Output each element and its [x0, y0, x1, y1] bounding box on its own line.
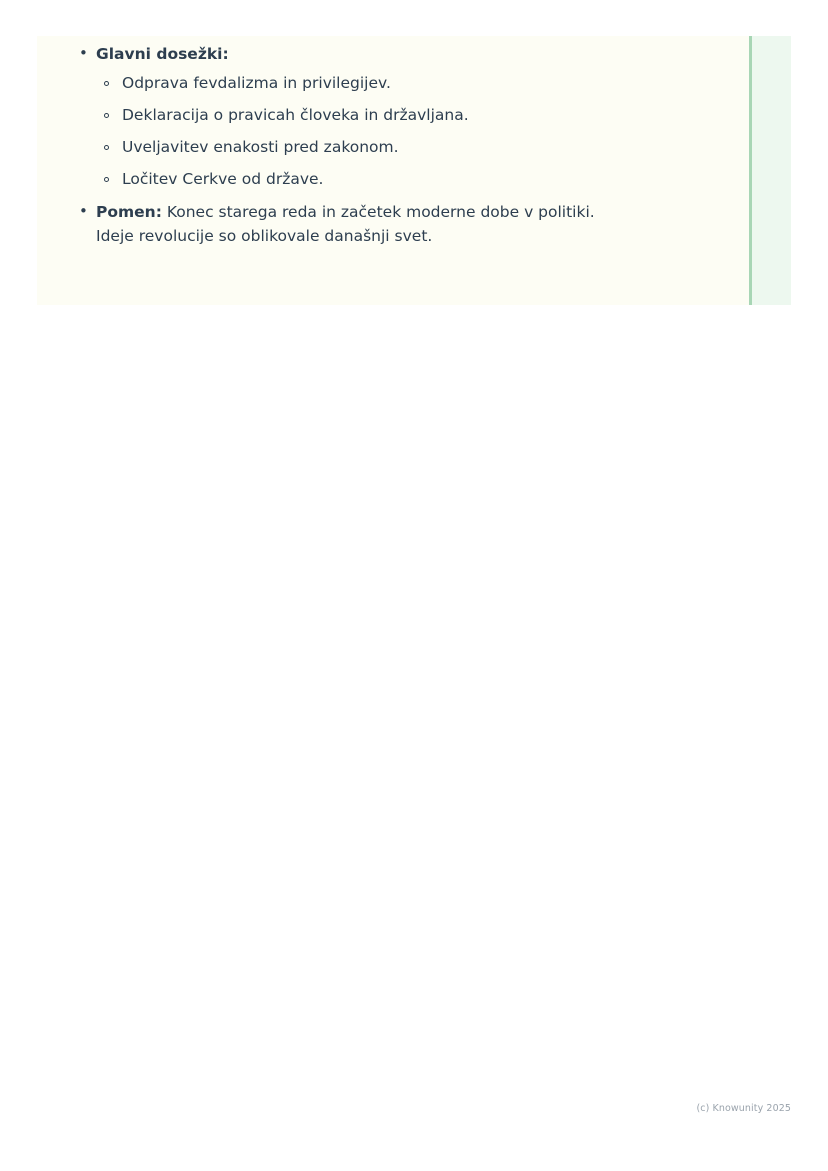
sublist-item-label: Uveljavitev enakosti pred zakonom.	[122, 138, 399, 156]
note-accent-stripe	[749, 36, 791, 305]
footer-copyright: (c) Knowunity 2025	[696, 1103, 791, 1114]
sublist-item-label: Odprava fevdalizma in privilegijev.	[122, 74, 391, 92]
section-heading: • Glavni dosežki:	[96, 45, 229, 63]
list-item	[96, 168, 749, 190]
list-item-achievements	[37, 42, 749, 190]
note-card	[37, 36, 791, 305]
sublist-item-label: Deklaracija o pravicah človeka in državljana.	[122, 106, 469, 124]
significance-paragraph	[96, 200, 616, 248]
list-item-significance	[37, 200, 749, 248]
significance-label: Pomen:	[96, 203, 162, 221]
note-content	[37, 36, 749, 305]
sublist-achievements	[96, 72, 749, 190]
list-item	[96, 104, 749, 126]
sublist-item-label: Ločitev Cerkve od države.	[122, 170, 324, 188]
list-item	[96, 72, 749, 94]
outline-list	[37, 42, 749, 248]
list-item	[96, 136, 749, 158]
significance-text: Konec starega reda in začetek moderne dobe v politiki. Ideje revolucije so oblikovale današnji svet.	[96, 203, 595, 245]
